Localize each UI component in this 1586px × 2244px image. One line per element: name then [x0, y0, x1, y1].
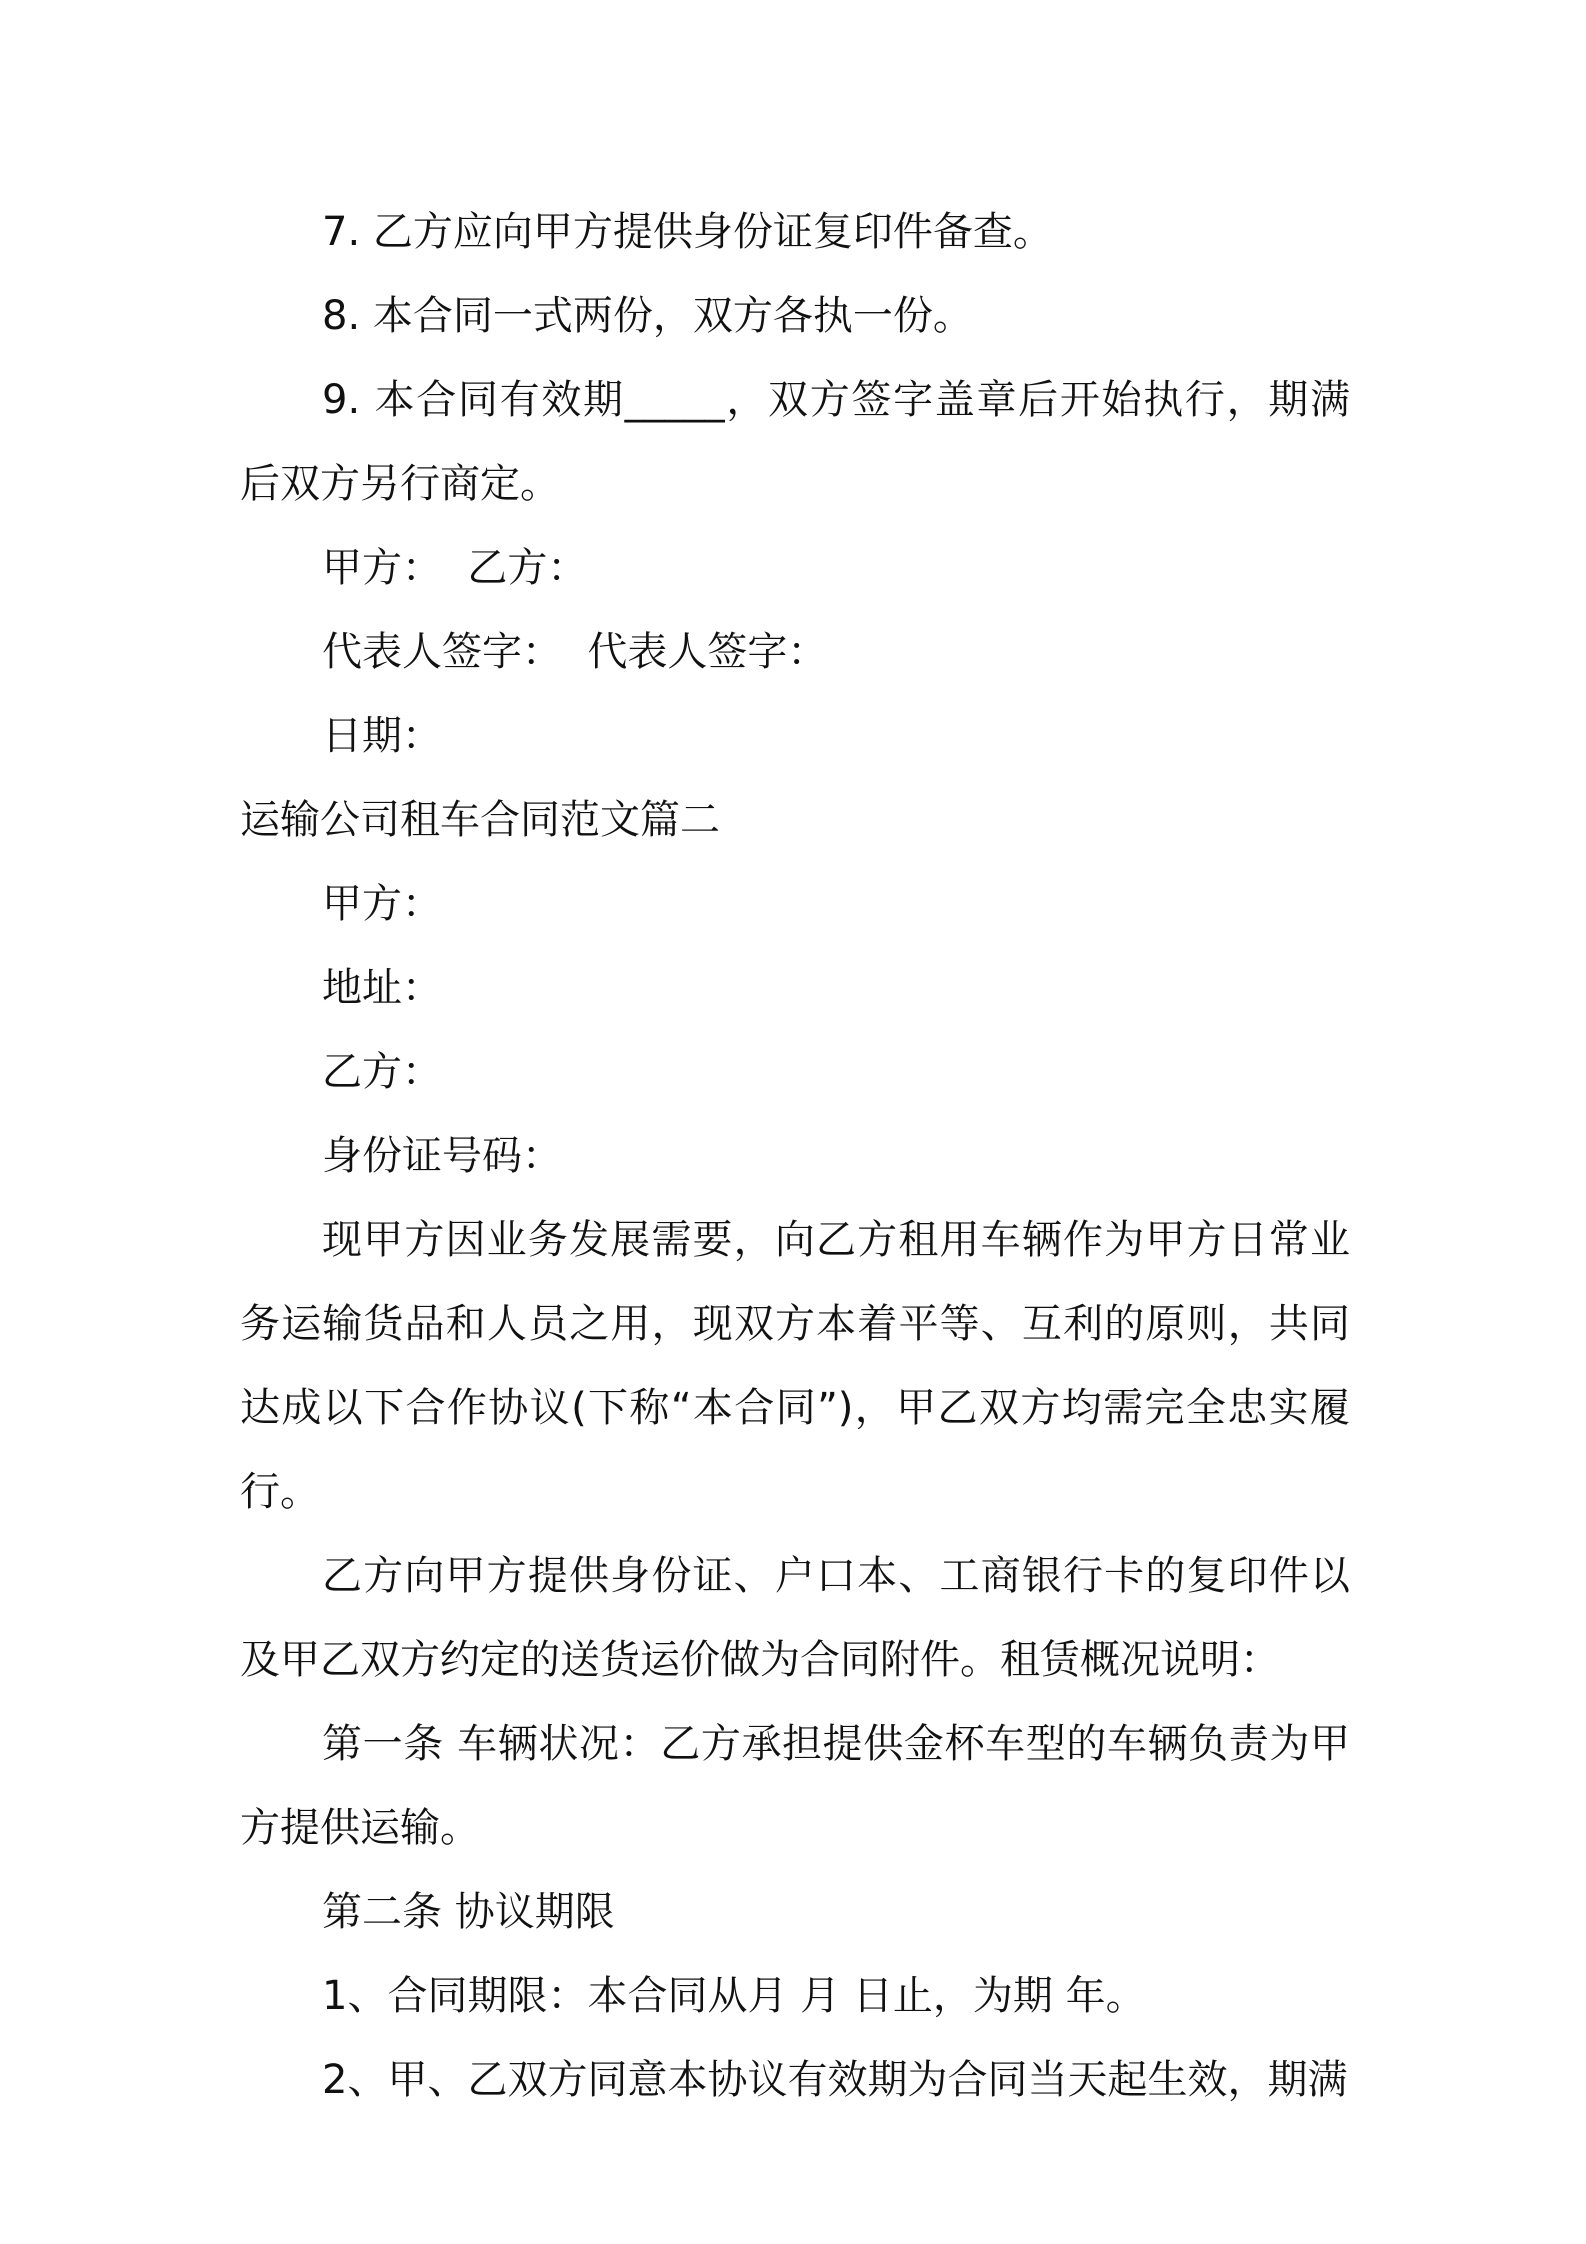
paragraph-clause-8: 8. 本合同一式两份，双方各执一份。 [322, 293, 973, 339]
paragraph-clause-7: 7. 乙方应向甲方提供身份证复印件备查。 [322, 209, 1053, 255]
article-2-heading: 第二条 协议期限 [322, 1889, 615, 1935]
signature-parties: 甲方： 乙方： [322, 545, 588, 591]
paragraph-preamble: 现甲方因业务发展需要，向乙方租用车辆作为甲方日常业务运输货品和人员之用，现双方本着平等、互利的原则，共同达成以下合作协议(下称“本合同”)，甲乙双方均需完全忠实履行。 [240, 1217, 1350, 1515]
paragraph-clause-9: 9. 本合同有效期_____，双方签字盖章后开始执行，期满后双方另行商定。 [240, 377, 1350, 507]
party-a-label: 甲方： [322, 881, 442, 927]
address-label: 地址： [322, 965, 442, 1011]
party-b-label: 乙方： [322, 1049, 442, 1095]
paragraph-attachments: 乙方向甲方提供身份证、户口本、工商银行卡的复印件以及甲乙双方约定的送货运价做为合同附件。租赁概况说明： [240, 1553, 1350, 1683]
signature-representatives: 代表人签字： 代表人签字： [322, 629, 828, 675]
article-1: 第一条 车辆状况：乙方承担提供金杯车型的车辆负责为甲方提供运输。 [240, 1721, 1350, 1851]
document-body [240, 190, 1350, 2122]
section-heading: 运输公司租车合同范文篇二 [240, 797, 720, 843]
id-number-label: 身份证号码： [322, 1133, 562, 1179]
signature-date: 日期： [322, 713, 442, 759]
article-2-item-2: 2、甲、乙双方同意本协议有效期为合同当天起生效，期满 [322, 2057, 1348, 2103]
article-2-item-1: 1、合同期限：本合同从月 月 日止，为期 年。 [322, 1973, 1146, 2019]
